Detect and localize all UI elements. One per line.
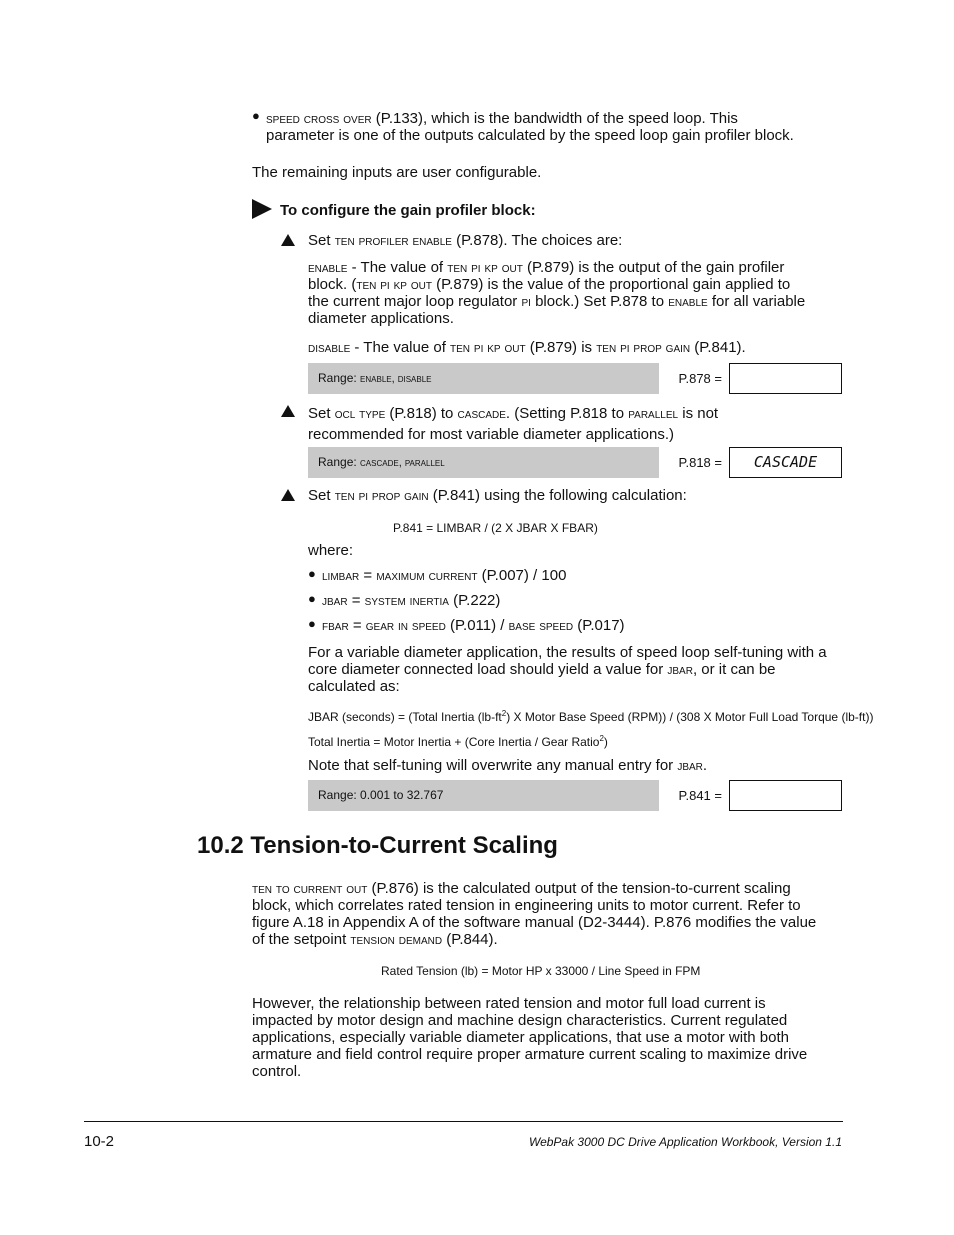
bullet-speed-cross-over: speed cross over (P.133), which is the bandwidth of the speed loop. This parameter is one of the outputs calculated by the speed loop gain profiler block. xyxy=(266,110,794,144)
bullet-dot: ● xyxy=(252,108,260,123)
step-triangle-icon xyxy=(281,489,295,501)
step-triangle-icon xyxy=(281,234,295,246)
param-entry-p841[interactable] xyxy=(729,780,842,811)
enable-description: enable - The value of ten pi kp out (P.879) is the output of the gain profiler block. (ten pi kp out (P.879) is the value of the proportional gain applied to the current major loop regulator pi block.) Set P.878 to enable for all variable diameter applications. xyxy=(308,259,806,327)
jbar-explanation: For a variable diameter application, the results of speed loop self-tuning with a core diameter connected load should yield a value for jbar, or it can be calculated as: xyxy=(308,644,827,695)
disable-description: disable - The value of ten pi kp out (P.879) is ten pi prop gain (P.841). xyxy=(308,339,746,356)
step2-text: Set ocl type (P.818) to cascade. (Setting P.818 to parallel is not recommended for most variable diameter applications.) xyxy=(308,405,719,443)
section-paragraph-1: ten to current out (P.876) is the calculated output of the tension-to-current scaling block, which correlates rated tension in engineering units to motor current. Refer to figure A.18 in Appendix A of the software manual (D2-3444). P.876 modifies the value of the setpoint tension demand (P.844). xyxy=(252,880,817,948)
bullet-dot: ● xyxy=(308,591,316,606)
param-label-p841: P.841 = xyxy=(678,788,722,803)
remaining-inputs-text: The remaining inputs are user configurable. xyxy=(252,164,542,181)
formula-p841: P.841 = LIMBAR / (2 X JBAR X FBAR) xyxy=(393,521,598,535)
procedure-title: To configure the gain profiler block: xyxy=(280,202,536,219)
param-label-p818: P.818 = xyxy=(678,455,722,470)
param-label-p878: P.878 = xyxy=(678,371,722,386)
rated-tension-formula: Rated Tension (lb) = Motor HP x 33000 / Line Speed in FPM xyxy=(381,964,701,978)
self-tuning-note: Note that self-tuning will overwrite any manual entry for jbar. xyxy=(308,757,708,774)
where-item-limbar: limbar = maximum current (P.007) / 100 xyxy=(322,567,567,584)
footer-title: WebPak 3000 DC Drive Application Workbook, Version 1.1 xyxy=(528,1135,842,1149)
step3-text: Set ten pi prop gain (P.841) using the following calculation: xyxy=(308,487,687,504)
procedure-arrow-icon xyxy=(252,199,272,219)
param-entry-p818[interactable]: CASCADE xyxy=(729,447,842,478)
section-paragraph-2: However, the relationship between rated tension and motor full load current is impacted by motor design and machine design characteristics. Current regulated applications, especially variable diameter applications, that use a motor with both armature and field control require proper armature current scaling to maximize drive control. xyxy=(252,995,808,1080)
range-box-p878: Range: enable, disable xyxy=(308,363,659,394)
step1-text: Set ten profiler enable (P.878). The choices are: xyxy=(308,232,623,249)
param-entry-p878[interactable] xyxy=(729,363,842,394)
step-triangle-icon xyxy=(281,405,295,417)
bullet-dot: ● xyxy=(308,616,316,631)
where-item-jbar: jbar = system inertia (P.222) xyxy=(322,592,501,609)
page-number: 10-2 xyxy=(84,1133,115,1150)
section-heading: 10.2 Tension-to-Current Scaling xyxy=(197,832,558,859)
range-box-p818: Range: cascade, parallel xyxy=(308,447,659,478)
footer-rule xyxy=(84,1121,843,1122)
jbar-formula: JBAR (seconds) = (Total Inertia $(lb-ft^2)$ X Motor Base Speed (RPM)) / (308 X Motor Full Load Torque (lb-ft)) xyxy=(308,709,874,724)
where-item-fbar: fbar = gear in speed (P.011) / base speed (P.017) xyxy=(322,617,625,634)
where-label: where: xyxy=(308,542,354,559)
bullet-dot: ● xyxy=(308,566,316,581)
range-box-p841: Range: 0.001 to 32.767 xyxy=(308,780,659,811)
total-inertia-formula: Total Inertia = Motor Inertia + (Core Inertia / Gear Ratio$^2$) xyxy=(308,734,608,749)
